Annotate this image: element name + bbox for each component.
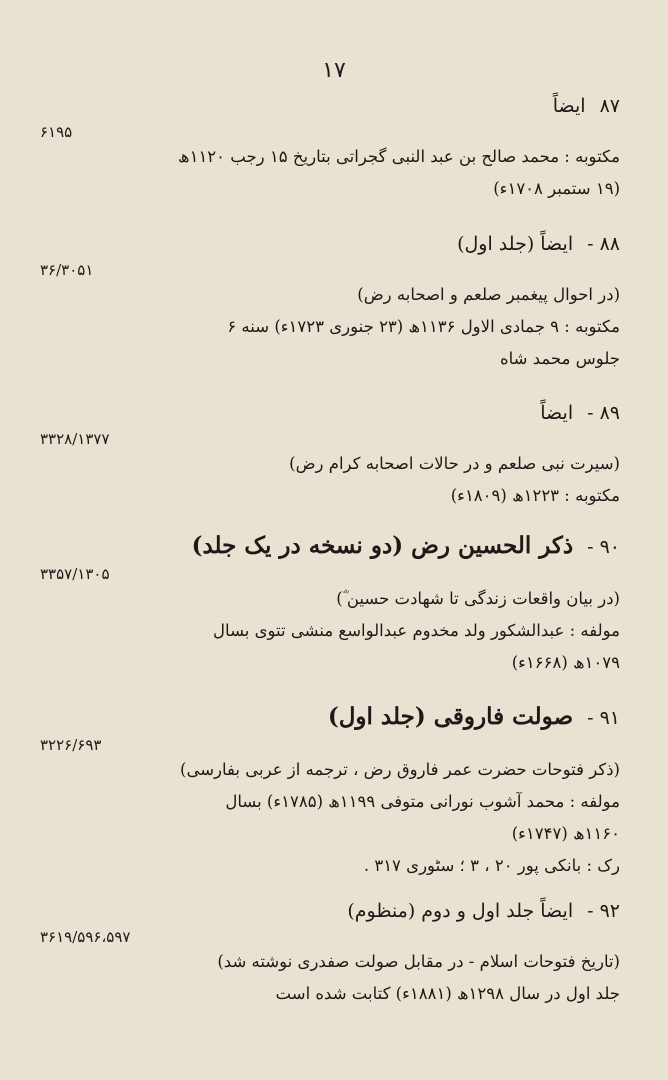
catalog-entry — [40, 95, 620, 205]
entry-line: مکتوبه : محمد صالح بن عبد النبی گجراتی بتاریخ ۱۵ رجب ۱۱۲۰ھ — [178, 147, 620, 166]
page-number: ۱۷ — [322, 58, 346, 83]
catalog-entry — [40, 233, 620, 375]
entry-line: (در احوال پیغمبر صلعم و اصحابه رض) — [357, 285, 620, 304]
call-number: ۳۲۲۶/۶۹۳ — [40, 736, 102, 754]
entry-line: جلوس محمد شاه — [499, 349, 620, 368]
entry-number: ۸۹ - — [587, 402, 620, 424]
entry-line: جلد اول در سال ۱۲۹۸ھ (۱۸۸۱ء) کتابت شده است — [275, 984, 620, 1003]
call-number: ۳۶/۳۰۵۱ — [40, 261, 94, 279]
call-number: ۳۳۵۷/۱۳۰۵ — [40, 565, 110, 583]
catalog-entry — [40, 532, 620, 679]
call-number: ۶۱۹۵ — [40, 123, 73, 141]
entry-line: مکتوبه : ۱۲۲۳ھ (۱۸۰۹ء) — [450, 486, 620, 505]
entry-line: مکتوبه : ۹ جمادی الاول ۱۱۳۶ھ (۲۳ جنوری ۱۷۲۳ء) سنه ۶ — [227, 317, 620, 336]
catalog-entry — [40, 402, 620, 512]
entry-title: ایضاً (جلد اول) — [457, 233, 574, 255]
entry-number: ۹۱ - — [587, 707, 620, 729]
entry-line: (تاریخ فتوحات اسلام - در مقابل صولت صفدری نوشته شد) — [217, 952, 620, 971]
entry-line: ۱۱۶۰ھ (۱۷۴۷ء) — [511, 824, 620, 843]
catalog-entry — [40, 703, 620, 882]
entry-line: (در بیان واقعات زندگی تا شهادت حسین ؓ) — [336, 589, 620, 608]
entry-line: (سیرت نبی صلعم و در حالات اصحابه کرام رض) — [289, 454, 620, 473]
entry-title: ایضاً جلد اول و دوم (منظوم) — [347, 900, 574, 922]
entry-line: (ذکر فتوحات حضرت عمر فاروق رض ، ترجمه از عربی بفارسی) — [180, 760, 620, 779]
catalog-entry — [40, 900, 620, 1010]
entry-number: ۸۷ — [599, 95, 620, 117]
entry-number: ۹۲ - — [587, 900, 620, 922]
entry-title: ایضاً — [540, 402, 574, 424]
entry-line: مولفه : محمد آشوب نورانی متوفی ۱۱۹۹ھ (۱۷۸۵ء) بسال — [225, 792, 620, 811]
entry-title: صولت فاروقی (جلد اول) — [327, 703, 574, 730]
entry-line: مولفه : عبدالشکور ولد مخدوم عبدالواسع منشی تتوی بسال — [213, 621, 620, 640]
entry-title: ذکر الحسین رض (دو نسخه در یک جلد) — [191, 532, 574, 559]
entry-number: ۹۰ - — [587, 536, 620, 558]
entry-line: رک : بانکی پور ۲۰ ، ۳ ؛ سٹوری ۳۱۷ . — [363, 856, 620, 875]
entry-number: ۸۸ - — [587, 233, 620, 255]
call-number: ۳۳۲۸/۱۳۷۷ — [40, 430, 110, 448]
entry-line: ۱۰۷۹ھ (۱۶۶۸ء) — [511, 653, 620, 672]
call-number: ۳۶۱۹/۵۹۶،۵۹۷ — [40, 928, 131, 946]
entry-title: ایضاً — [552, 95, 586, 117]
entry-line: (۱۹ ستمبر ۱۷۰۸ء) — [493, 179, 620, 198]
